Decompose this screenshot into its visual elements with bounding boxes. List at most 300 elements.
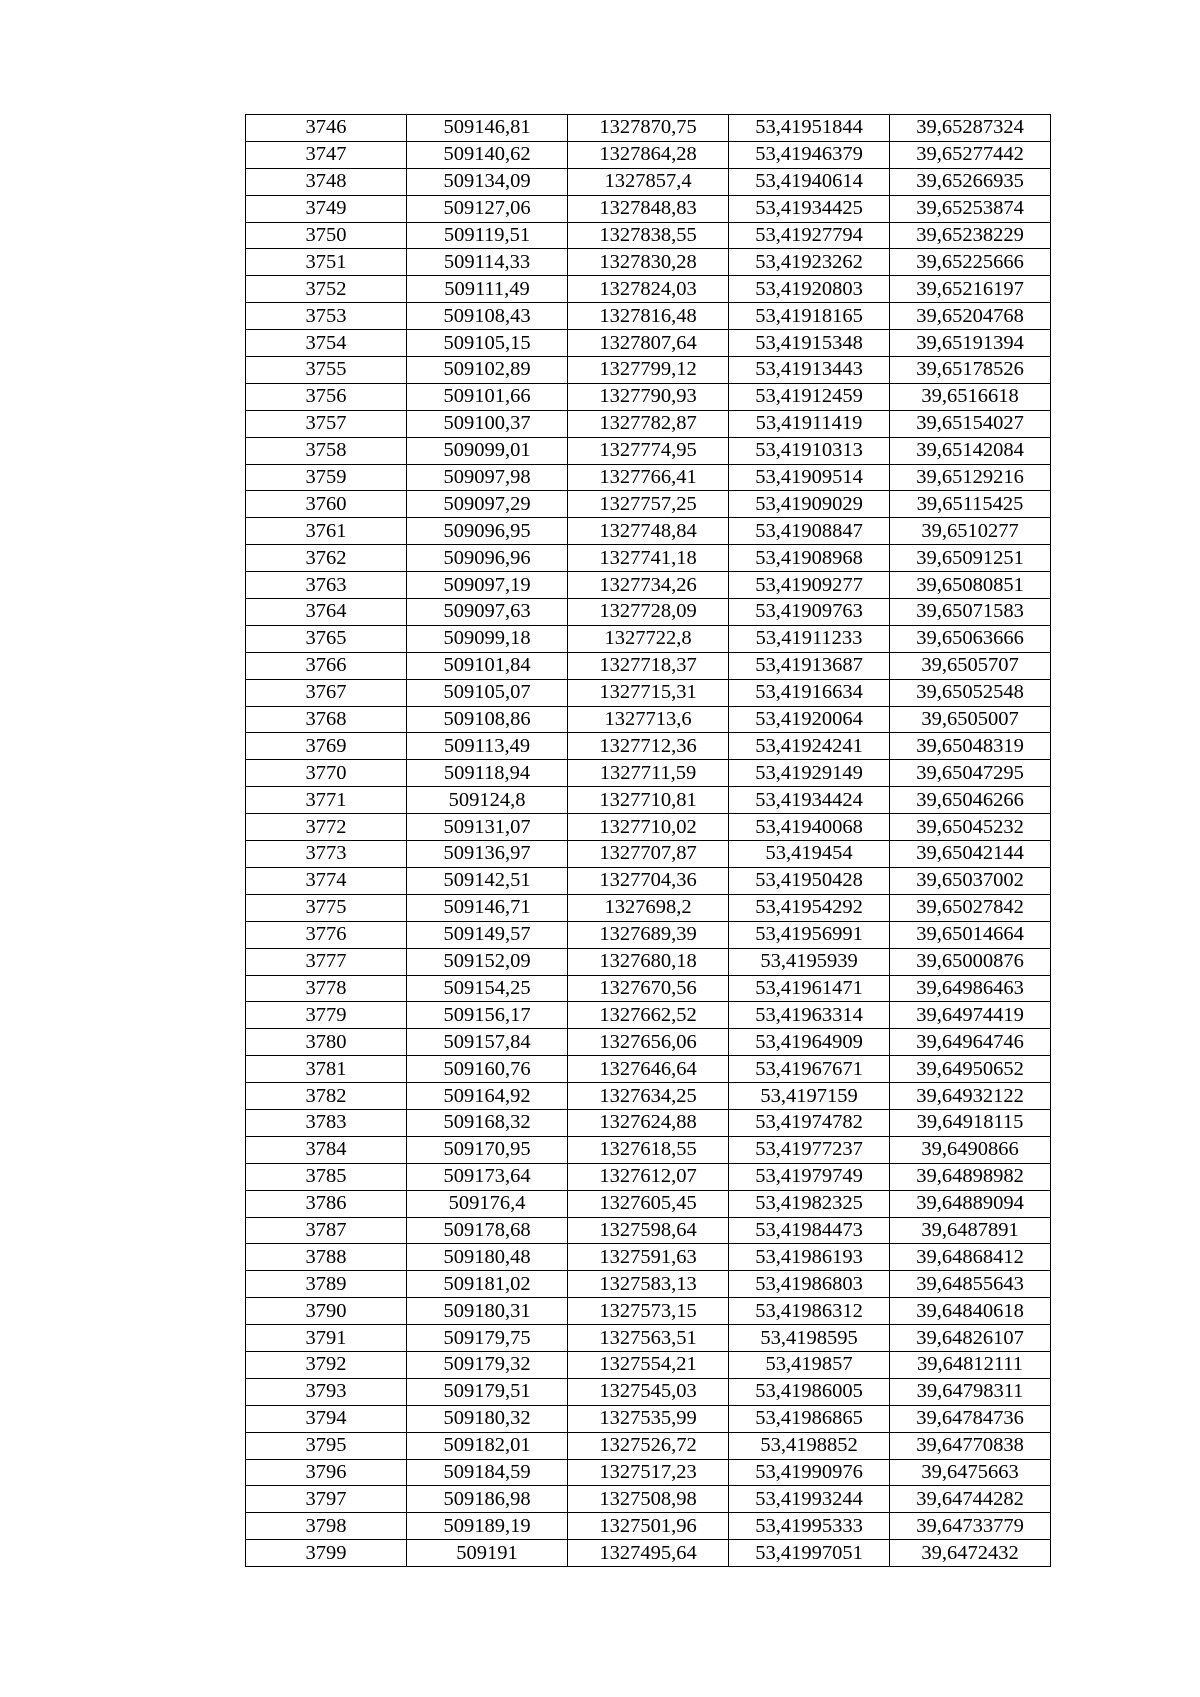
longitude-cell: 39,65225666 <box>890 249 1051 276</box>
longitude-cell: 39,65063666 <box>890 625 1051 652</box>
y-coordinate-cell: 1327689,39 <box>568 921 729 948</box>
point-number-cell: 3788 <box>246 1244 407 1271</box>
point-number-cell: 3762 <box>246 545 407 572</box>
x-coordinate-cell: 509181,02 <box>407 1271 568 1298</box>
longitude-cell: 39,65071583 <box>890 599 1051 626</box>
y-coordinate-cell: 1327573,15 <box>568 1298 729 1325</box>
longitude-cell: 39,65027842 <box>890 894 1051 921</box>
table-row <box>246 141 1051 168</box>
table-row <box>246 841 1051 868</box>
x-coordinate-cell: 509134,09 <box>407 168 568 195</box>
y-coordinate-cell: 1327662,52 <box>568 1002 729 1029</box>
x-coordinate-cell: 509179,75 <box>407 1325 568 1352</box>
table-row <box>246 1378 1051 1405</box>
longitude-cell: 39,64950652 <box>890 1056 1051 1083</box>
y-coordinate-cell: 1327799,12 <box>568 357 729 384</box>
x-coordinate-cell: 509164,92 <box>407 1083 568 1110</box>
y-coordinate-cell: 1327707,87 <box>568 841 729 868</box>
x-coordinate-cell: 509179,32 <box>407 1351 568 1378</box>
longitude-cell: 39,65178526 <box>890 357 1051 384</box>
point-number-cell: 3761 <box>246 518 407 545</box>
table-row <box>246 1405 1051 1432</box>
table-row <box>246 545 1051 572</box>
x-coordinate-cell: 509105,15 <box>407 330 568 357</box>
longitude-cell: 39,65045232 <box>890 814 1051 841</box>
latitude-cell: 53,4195939 <box>729 948 890 975</box>
latitude-cell: 53,41986193 <box>729 1244 890 1271</box>
y-coordinate-cell: 1327830,28 <box>568 249 729 276</box>
latitude-cell: 53,41913443 <box>729 357 890 384</box>
y-coordinate-cell: 1327816,48 <box>568 303 729 330</box>
latitude-cell: 53,41920803 <box>729 276 890 303</box>
table-row <box>246 572 1051 599</box>
latitude-cell: 53,41956991 <box>729 921 890 948</box>
table-row <box>246 1432 1051 1459</box>
x-coordinate-cell: 509170,95 <box>407 1136 568 1163</box>
point-number-cell: 3798 <box>246 1513 407 1540</box>
x-coordinate-cell: 509101,84 <box>407 652 568 679</box>
latitude-cell: 53,41923262 <box>729 249 890 276</box>
x-coordinate-cell: 509157,84 <box>407 1029 568 1056</box>
table-row <box>246 1298 1051 1325</box>
latitude-cell: 53,41934424 <box>729 787 890 814</box>
y-coordinate-cell: 1327605,45 <box>568 1190 729 1217</box>
latitude-cell: 53,41986005 <box>729 1378 890 1405</box>
table-row <box>246 975 1051 1002</box>
table-row <box>246 1029 1051 1056</box>
latitude-cell: 53,41950428 <box>729 867 890 894</box>
x-coordinate-cell: 509119,51 <box>407 222 568 249</box>
x-coordinate-cell: 509111,49 <box>407 276 568 303</box>
point-number-cell: 3746 <box>246 115 407 142</box>
y-coordinate-cell: 1327517,23 <box>568 1459 729 1486</box>
latitude-cell: 53,41990976 <box>729 1459 890 1486</box>
longitude-cell: 39,6510277 <box>890 518 1051 545</box>
latitude-cell: 53,41908968 <box>729 545 890 572</box>
table-row <box>246 303 1051 330</box>
table-row <box>246 1486 1051 1513</box>
x-coordinate-cell: 509114,33 <box>407 249 568 276</box>
point-number-cell: 3755 <box>246 357 407 384</box>
latitude-cell: 53,41951844 <box>729 115 890 142</box>
point-number-cell: 3753 <box>246 303 407 330</box>
latitude-cell: 53,419454 <box>729 841 890 868</box>
x-coordinate-cell: 509136,97 <box>407 841 568 868</box>
point-number-cell: 3767 <box>246 679 407 706</box>
y-coordinate-cell: 1327554,21 <box>568 1351 729 1378</box>
x-coordinate-cell: 509146,71 <box>407 894 568 921</box>
x-coordinate-cell: 509142,51 <box>407 867 568 894</box>
longitude-cell: 39,65046266 <box>890 787 1051 814</box>
point-number-cell: 3760 <box>246 491 407 518</box>
table-row <box>246 814 1051 841</box>
table-row <box>246 276 1051 303</box>
latitude-cell: 53,41963314 <box>729 1002 890 1029</box>
x-coordinate-cell: 509180,32 <box>407 1405 568 1432</box>
y-coordinate-cell: 1327634,25 <box>568 1083 729 1110</box>
y-coordinate-cell: 1327782,87 <box>568 410 729 437</box>
point-number-cell: 3780 <box>246 1029 407 1056</box>
x-coordinate-cell: 509100,37 <box>407 410 568 437</box>
x-coordinate-cell: 509184,59 <box>407 1459 568 1486</box>
x-coordinate-cell: 509096,95 <box>407 518 568 545</box>
y-coordinate-cell: 1327857,4 <box>568 168 729 195</box>
point-number-cell: 3790 <box>246 1298 407 1325</box>
longitude-cell: 39,64974419 <box>890 1002 1051 1029</box>
point-number-cell: 3776 <box>246 921 407 948</box>
longitude-cell: 39,65115425 <box>890 491 1051 518</box>
longitude-cell: 39,65048319 <box>890 733 1051 760</box>
table-row <box>246 518 1051 545</box>
latitude-cell: 53,41995333 <box>729 1513 890 1540</box>
table-row <box>246 1136 1051 1163</box>
y-coordinate-cell: 1327774,95 <box>568 437 729 464</box>
x-coordinate-cell: 509124,8 <box>407 787 568 814</box>
table-row <box>246 1325 1051 1352</box>
table-row <box>246 249 1051 276</box>
table-row <box>246 1163 1051 1190</box>
y-coordinate-cell: 1327722,8 <box>568 625 729 652</box>
latitude-cell: 53,41940614 <box>729 168 890 195</box>
latitude-cell: 53,41920064 <box>729 706 890 733</box>
x-coordinate-cell: 509173,64 <box>407 1163 568 1190</box>
longitude-cell: 39,64868412 <box>890 1244 1051 1271</box>
longitude-cell: 39,6487891 <box>890 1217 1051 1244</box>
latitude-cell: 53,4198595 <box>729 1325 890 1352</box>
point-number-cell: 3794 <box>246 1405 407 1432</box>
point-number-cell: 3763 <box>246 572 407 599</box>
point-number-cell: 3769 <box>246 733 407 760</box>
latitude-cell: 53,41916634 <box>729 679 890 706</box>
longitude-cell: 39,65047295 <box>890 760 1051 787</box>
x-coordinate-cell: 509146,81 <box>407 115 568 142</box>
point-number-cell: 3756 <box>246 383 407 410</box>
point-number-cell: 3754 <box>246 330 407 357</box>
coordinates-table-body <box>246 115 1051 1567</box>
longitude-cell: 39,65129216 <box>890 464 1051 491</box>
y-coordinate-cell: 1327535,99 <box>568 1405 729 1432</box>
table-row <box>246 383 1051 410</box>
table-row <box>246 921 1051 948</box>
latitude-cell: 53,41964909 <box>729 1029 890 1056</box>
y-coordinate-cell: 1327848,83 <box>568 195 729 222</box>
point-number-cell: 3789 <box>246 1271 407 1298</box>
y-coordinate-cell: 1327734,26 <box>568 572 729 599</box>
y-coordinate-cell: 1327598,64 <box>568 1217 729 1244</box>
longitude-cell: 39,64770838 <box>890 1432 1051 1459</box>
longitude-cell: 39,64889094 <box>890 1190 1051 1217</box>
longitude-cell: 39,65142084 <box>890 437 1051 464</box>
y-coordinate-cell: 1327618,55 <box>568 1136 729 1163</box>
table-row <box>246 1056 1051 1083</box>
latitude-cell: 53,41924241 <box>729 733 890 760</box>
point-number-cell: 3758 <box>246 437 407 464</box>
y-coordinate-cell: 1327715,31 <box>568 679 729 706</box>
longitude-cell: 39,65000876 <box>890 948 1051 975</box>
latitude-cell: 53,41984473 <box>729 1217 890 1244</box>
longitude-cell: 39,6516618 <box>890 383 1051 410</box>
longitude-cell: 39,65216197 <box>890 276 1051 303</box>
longitude-cell: 39,6505007 <box>890 706 1051 733</box>
point-number-cell: 3772 <box>246 814 407 841</box>
y-coordinate-cell: 1327728,09 <box>568 599 729 626</box>
x-coordinate-cell: 509191 <box>407 1540 568 1567</box>
point-number-cell: 3749 <box>246 195 407 222</box>
longitude-cell: 39,64733779 <box>890 1513 1051 1540</box>
longitude-cell: 39,6490866 <box>890 1136 1051 1163</box>
latitude-cell: 53,41967671 <box>729 1056 890 1083</box>
table-row <box>246 410 1051 437</box>
point-number-cell: 3768 <box>246 706 407 733</box>
table-row <box>246 787 1051 814</box>
x-coordinate-cell: 509182,01 <box>407 1432 568 1459</box>
point-number-cell: 3757 <box>246 410 407 437</box>
y-coordinate-cell: 1327757,25 <box>568 491 729 518</box>
longitude-cell: 39,6505707 <box>890 652 1051 679</box>
table-row <box>246 733 1051 760</box>
latitude-cell: 53,41961471 <box>729 975 890 1002</box>
longitude-cell: 39,64826107 <box>890 1325 1051 1352</box>
x-coordinate-cell: 509180,31 <box>407 1298 568 1325</box>
latitude-cell: 53,41986803 <box>729 1271 890 1298</box>
y-coordinate-cell: 1327710,81 <box>568 787 729 814</box>
y-coordinate-cell: 1327591,63 <box>568 1244 729 1271</box>
latitude-cell: 53,41909029 <box>729 491 890 518</box>
latitude-cell: 53,41908847 <box>729 518 890 545</box>
point-number-cell: 3779 <box>246 1002 407 1029</box>
x-coordinate-cell: 509097,98 <box>407 464 568 491</box>
longitude-cell: 39,6475663 <box>890 1459 1051 1486</box>
x-coordinate-cell: 509160,76 <box>407 1056 568 1083</box>
point-number-cell: 3781 <box>246 1056 407 1083</box>
point-number-cell: 3775 <box>246 894 407 921</box>
point-number-cell: 3784 <box>246 1136 407 1163</box>
table-row <box>246 1540 1051 1567</box>
latitude-cell: 53,41986865 <box>729 1405 890 1432</box>
x-coordinate-cell: 509097,29 <box>407 491 568 518</box>
x-coordinate-cell: 509113,49 <box>407 733 568 760</box>
table-row <box>246 464 1051 491</box>
x-coordinate-cell: 509178,68 <box>407 1217 568 1244</box>
table-row <box>246 1244 1051 1271</box>
x-coordinate-cell: 509176,4 <box>407 1190 568 1217</box>
latitude-cell: 53,41993244 <box>729 1486 890 1513</box>
x-coordinate-cell: 509099,01 <box>407 437 568 464</box>
y-coordinate-cell: 1327670,56 <box>568 975 729 1002</box>
x-coordinate-cell: 509180,48 <box>407 1244 568 1271</box>
latitude-cell: 53,41940068 <box>729 814 890 841</box>
table-row <box>246 491 1051 518</box>
longitude-cell: 39,64964746 <box>890 1029 1051 1056</box>
longitude-cell: 39,6472432 <box>890 1540 1051 1567</box>
latitude-cell: 53,41915348 <box>729 330 890 357</box>
y-coordinate-cell: 1327646,64 <box>568 1056 729 1083</box>
x-coordinate-cell: 509097,63 <box>407 599 568 626</box>
point-number-cell: 3793 <box>246 1378 407 1405</box>
latitude-cell: 53,41927794 <box>729 222 890 249</box>
y-coordinate-cell: 1327864,28 <box>568 141 729 168</box>
latitude-cell: 53,4197159 <box>729 1083 890 1110</box>
y-coordinate-cell: 1327583,13 <box>568 1271 729 1298</box>
longitude-cell: 39,65154027 <box>890 410 1051 437</box>
latitude-cell: 53,41929149 <box>729 760 890 787</box>
point-number-cell: 3787 <box>246 1217 407 1244</box>
y-coordinate-cell: 1327748,84 <box>568 518 729 545</box>
longitude-cell: 39,64986463 <box>890 975 1051 1002</box>
x-coordinate-cell: 509101,66 <box>407 383 568 410</box>
table-row <box>246 1459 1051 1486</box>
y-coordinate-cell: 1327508,98 <box>568 1486 729 1513</box>
x-coordinate-cell: 509127,06 <box>407 195 568 222</box>
table-row <box>246 760 1051 787</box>
y-coordinate-cell: 1327838,55 <box>568 222 729 249</box>
x-coordinate-cell: 509154,25 <box>407 975 568 1002</box>
y-coordinate-cell: 1327501,96 <box>568 1513 729 1540</box>
y-coordinate-cell: 1327711,59 <box>568 760 729 787</box>
table-row <box>246 115 1051 142</box>
x-coordinate-cell: 509118,94 <box>407 760 568 787</box>
longitude-cell: 39,64798311 <box>890 1378 1051 1405</box>
x-coordinate-cell: 509102,89 <box>407 357 568 384</box>
point-number-cell: 3766 <box>246 652 407 679</box>
point-number-cell: 3796 <box>246 1459 407 1486</box>
point-number-cell: 3764 <box>246 599 407 626</box>
table-row <box>246 1109 1051 1136</box>
longitude-cell: 39,65091251 <box>890 545 1051 572</box>
x-coordinate-cell: 509168,32 <box>407 1109 568 1136</box>
x-coordinate-cell: 509179,51 <box>407 1378 568 1405</box>
longitude-cell: 39,64918115 <box>890 1109 1051 1136</box>
y-coordinate-cell: 1327712,36 <box>568 733 729 760</box>
x-coordinate-cell: 509186,98 <box>407 1486 568 1513</box>
x-coordinate-cell: 509097,19 <box>407 572 568 599</box>
table-row <box>246 1002 1051 1029</box>
longitude-cell: 39,64855643 <box>890 1271 1051 1298</box>
latitude-cell: 53,41954292 <box>729 894 890 921</box>
point-number-cell: 3786 <box>246 1190 407 1217</box>
longitude-cell: 39,65042144 <box>890 841 1051 868</box>
x-coordinate-cell: 509108,86 <box>407 706 568 733</box>
point-number-cell: 3750 <box>246 222 407 249</box>
point-number-cell: 3759 <box>246 464 407 491</box>
y-coordinate-cell: 1327612,07 <box>568 1163 729 1190</box>
point-number-cell: 3778 <box>246 975 407 1002</box>
latitude-cell: 53,41997051 <box>729 1540 890 1567</box>
longitude-cell: 39,65266935 <box>890 168 1051 195</box>
table-row <box>246 357 1051 384</box>
y-coordinate-cell: 1327656,06 <box>568 1029 729 1056</box>
latitude-cell: 53,41910313 <box>729 437 890 464</box>
y-coordinate-cell: 1327495,64 <box>568 1540 729 1567</box>
y-coordinate-cell: 1327807,64 <box>568 330 729 357</box>
point-number-cell: 3792 <box>246 1351 407 1378</box>
point-number-cell: 3751 <box>246 249 407 276</box>
x-coordinate-cell: 509105,07 <box>407 679 568 706</box>
longitude-cell: 39,65287324 <box>890 115 1051 142</box>
table-row <box>246 1190 1051 1217</box>
longitude-cell: 39,64744282 <box>890 1486 1051 1513</box>
y-coordinate-cell: 1327713,6 <box>568 706 729 733</box>
longitude-cell: 39,65014664 <box>890 921 1051 948</box>
table-row <box>246 330 1051 357</box>
y-coordinate-cell: 1327870,75 <box>568 115 729 142</box>
table-row <box>246 1217 1051 1244</box>
latitude-cell: 53,419857 <box>729 1351 890 1378</box>
table-row <box>246 625 1051 652</box>
x-coordinate-cell: 509108,43 <box>407 303 568 330</box>
table-row <box>246 1083 1051 1110</box>
latitude-cell: 53,41911419 <box>729 410 890 437</box>
coordinates-table <box>245 114 1051 1567</box>
point-number-cell: 3752 <box>246 276 407 303</box>
latitude-cell: 53,41909514 <box>729 464 890 491</box>
x-coordinate-cell: 509140,62 <box>407 141 568 168</box>
x-coordinate-cell: 509096,96 <box>407 545 568 572</box>
table-row <box>246 599 1051 626</box>
longitude-cell: 39,64898982 <box>890 1163 1051 1190</box>
point-number-cell: 3747 <box>246 141 407 168</box>
y-coordinate-cell: 1327680,18 <box>568 948 729 975</box>
latitude-cell: 53,41979749 <box>729 1163 890 1190</box>
longitude-cell: 39,65277442 <box>890 141 1051 168</box>
table-row <box>246 706 1051 733</box>
longitude-cell: 39,65253874 <box>890 195 1051 222</box>
longitude-cell: 39,64784736 <box>890 1405 1051 1432</box>
latitude-cell: 53,41977237 <box>729 1136 890 1163</box>
y-coordinate-cell: 1327526,72 <box>568 1432 729 1459</box>
latitude-cell: 53,41946379 <box>729 141 890 168</box>
table-row <box>246 948 1051 975</box>
latitude-cell: 53,41913687 <box>729 652 890 679</box>
longitude-cell: 39,65204768 <box>890 303 1051 330</box>
latitude-cell: 53,41918165 <box>729 303 890 330</box>
latitude-cell: 53,41909763 <box>729 599 890 626</box>
y-coordinate-cell: 1327824,03 <box>568 276 729 303</box>
point-number-cell: 3770 <box>246 760 407 787</box>
y-coordinate-cell: 1327766,41 <box>568 464 729 491</box>
x-coordinate-cell: 509189,19 <box>407 1513 568 1540</box>
table-row <box>246 195 1051 222</box>
longitude-cell: 39,65052548 <box>890 679 1051 706</box>
table-row <box>246 437 1051 464</box>
point-number-cell: 3777 <box>246 948 407 975</box>
table-row <box>246 1271 1051 1298</box>
table-row <box>246 1351 1051 1378</box>
point-number-cell: 3797 <box>246 1486 407 1513</box>
point-number-cell: 3771 <box>246 787 407 814</box>
x-coordinate-cell: 509099,18 <box>407 625 568 652</box>
point-number-cell: 3774 <box>246 867 407 894</box>
latitude-cell: 53,41912459 <box>729 383 890 410</box>
longitude-cell: 39,64840618 <box>890 1298 1051 1325</box>
table-row <box>246 222 1051 249</box>
longitude-cell: 39,65080851 <box>890 572 1051 599</box>
longitude-cell: 39,64932122 <box>890 1083 1051 1110</box>
latitude-cell: 53,41974782 <box>729 1109 890 1136</box>
latitude-cell: 53,41986312 <box>729 1298 890 1325</box>
latitude-cell: 53,41934425 <box>729 195 890 222</box>
y-coordinate-cell: 1327545,03 <box>568 1378 729 1405</box>
point-number-cell: 3773 <box>246 841 407 868</box>
table-row <box>246 168 1051 195</box>
point-number-cell: 3748 <box>246 168 407 195</box>
point-number-cell: 3799 <box>246 1540 407 1567</box>
point-number-cell: 3783 <box>246 1109 407 1136</box>
point-number-cell: 3795 <box>246 1432 407 1459</box>
table-row <box>246 679 1051 706</box>
latitude-cell: 53,4198852 <box>729 1432 890 1459</box>
y-coordinate-cell: 1327718,37 <box>568 652 729 679</box>
